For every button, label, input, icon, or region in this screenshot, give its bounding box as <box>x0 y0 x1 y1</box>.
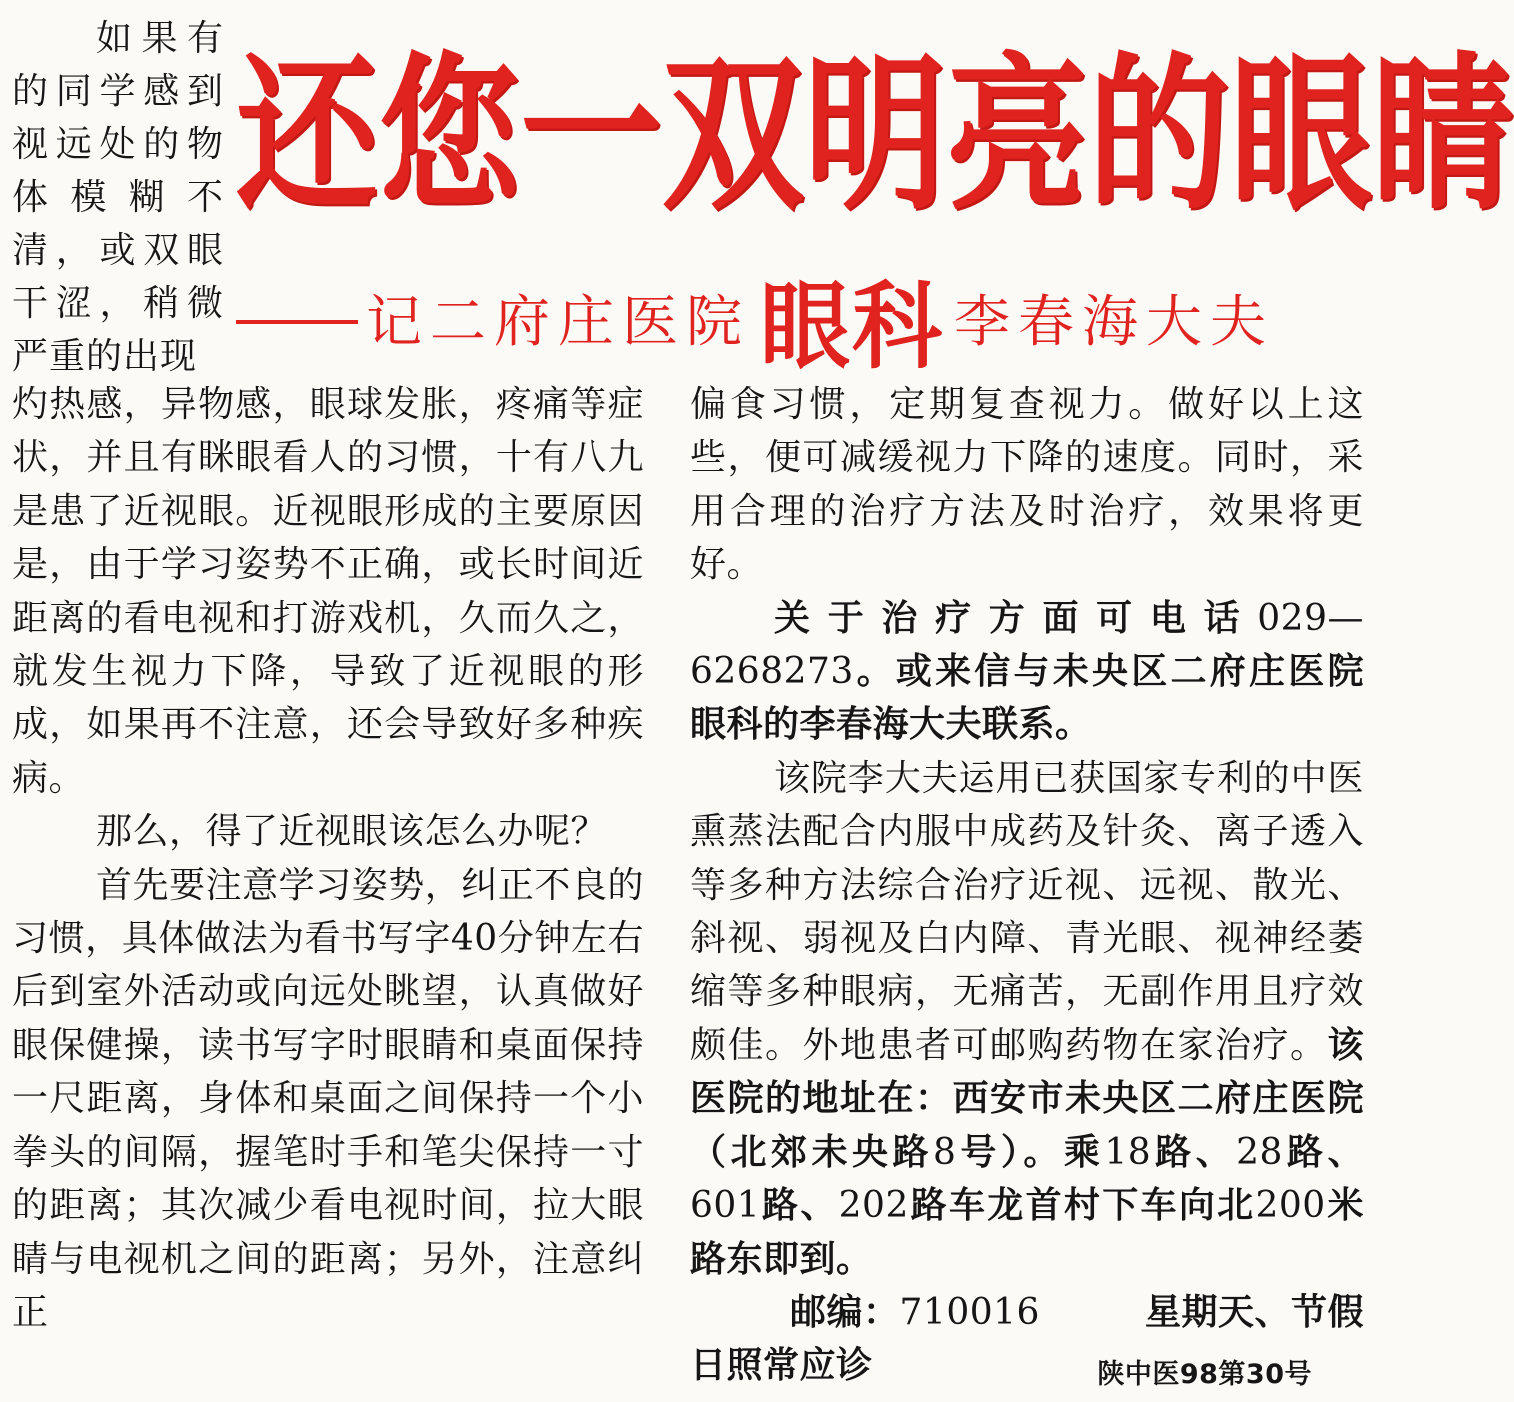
subheadline-suffix: 李春海大夫 <box>954 290 1274 355</box>
bus-route-1: 18 <box>1104 1131 1152 1173</box>
right-column <box>690 378 1364 1396</box>
holiday-notice: 星期天、节假 <box>1144 1291 1364 1333</box>
subheadline-dash <box>236 320 358 324</box>
address-number-suffix: 号）。乘 <box>956 1131 1105 1173</box>
address-number: 8 <box>932 1131 957 1173</box>
contact-paragraph <box>690 592 1364 752</box>
contact-rest: 。或来信与未央区二府庄医院眼科的李春海大夫联系。 <box>690 651 1364 746</box>
bus-route-2: 28 <box>1236 1131 1283 1173</box>
headline-title: 还您一双明亮的眼睛 <box>236 38 1514 233</box>
postcode-label: 邮编： <box>790 1291 900 1333</box>
subheadline-emphasis: 眼科 <box>760 271 944 383</box>
left-paragraph-1: 灼热感，异物感，眼球发胀，疼痛等症状，并且有眯眼看人的习惯，十有八九是患了近视眼。近视眼形成的主要原因是，由于学习姿势不正确，或长时间近距离的看电视和打游戏机，久而久之，就发生视力下降，导致了近视眼的形成，如果再不注意，还会导致好多种疾病。 <box>12 384 644 799</box>
treatment-text: 该院李大夫运用已获国家专利的中医熏蒸法配合内服中成药及针灸、离子透入等多种方法综合治疗近视、远视、散光、斜视、弱视及白内障、青光眼、视神经萎缩等多种眼病，无痛苦，无副作用且疗效颇佳。外地患者可邮购药物在家治疗。 <box>690 757 1364 1066</box>
subheadline-prefix: 记二府庄医院 <box>366 290 750 355</box>
contact-phone: 029—6268273 <box>690 597 1364 693</box>
bus-tail: 路车龙首村下车向北 <box>908 1185 1256 1227</box>
postcode-value: 710016 <box>899 1291 1040 1333</box>
bus-separator-1: 路、 <box>1151 1131 1237 1173</box>
right-paragraph-1: 偏食习惯，定期复查视力。做好以上这些，便可减缓视力下降的速度。同时，采用合理的治疗方法及时治疗，效果将更好。 <box>690 384 1364 586</box>
treatment-paragraph <box>690 752 1364 1286</box>
subheadline <box>236 268 1372 383</box>
distance: 200 <box>1255 1185 1326 1227</box>
bus-route-3: 601 <box>690 1185 761 1227</box>
postcode <box>690 1286 1040 1339</box>
left-paragraph-3: 首先要注意学习姿势，纠正不良的习惯，具体做法为看书写字40分钟左右后到室外活动或向远处眺望，认真做好眼保健操，读书写字时眼睛和桌面保持一尺距离，身体和桌面之间保持一个小拳头的间隔，握笔时手和笔尖保持一寸的距离；其次减少看电视时间，拉大眼睛与电视机之间的距离；另外，注意纠正 <box>12 864 644 1333</box>
bus-separator-3: 路、 <box>760 1185 839 1227</box>
intro-text: 如果有的同学感到视远处的物体模糊不清，或双眼干涩，稍微严重的出现 <box>12 18 224 377</box>
bus-separator-2: 路、 <box>1282 1131 1364 1173</box>
ad-approval-code: 陕中医98第30号 <box>1097 1359 1312 1391</box>
left-paragraph-2: 那么，得了近视眼该怎么办呢？ <box>96 811 608 853</box>
distance-tail: 米路东即到。 <box>690 1185 1364 1280</box>
holiday-notice-tail: 日照常应诊 <box>690 1345 873 1387</box>
intro-column <box>12 12 224 383</box>
headline <box>236 18 1514 258</box>
contact-label: 关于治疗方面可电话 <box>774 597 1258 639</box>
bus-route-4: 202 <box>838 1185 909 1227</box>
final-row <box>690 1339 1364 1395</box>
left-column <box>12 378 644 1339</box>
address-label: 该医院的地址在：西安市未央区二府庄医院（北郊未央路 <box>690 1024 1364 1173</box>
postcode-row <box>690 1286 1364 1339</box>
